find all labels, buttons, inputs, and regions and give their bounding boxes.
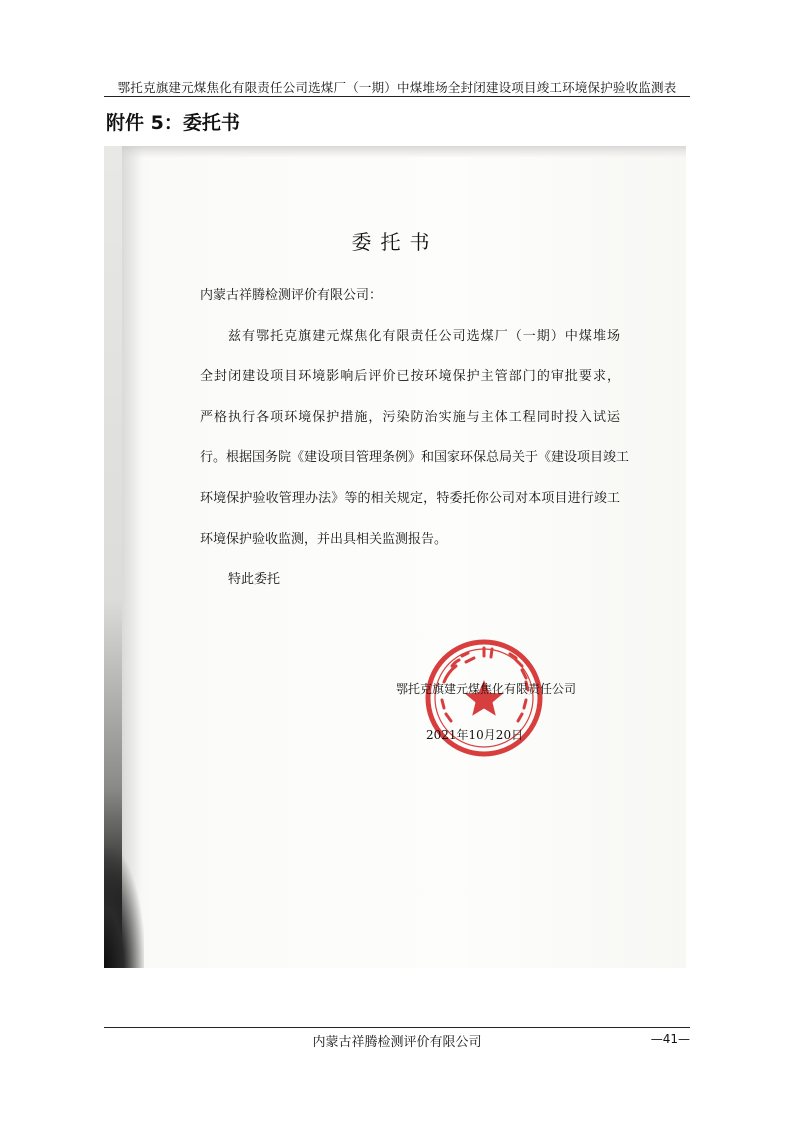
letter-line: 行。根据国务院《建设项目管理条例》和国家环保总局关于《建设项目竣工: [200, 450, 630, 466]
letter-line: 全封闭建设项目环境影响后评价已按环境保护主管部门的审批要求，: [200, 369, 620, 385]
footer-company: 内蒙古祥腾检测评价有限公司: [312, 1035, 482, 1050]
photo-top-shadow: [104, 146, 686, 158]
letter-body: [200, 276, 630, 601]
scanned-letter-photo: [104, 146, 686, 968]
signing-date: 2021年10月20日: [426, 728, 524, 742]
letter-line: 环境保护验收监测，并出具相关监测报告。: [200, 531, 448, 547]
letter-title: 委托书: [351, 230, 439, 254]
letter-closing: 特此委托: [228, 572, 281, 588]
photo-bottom-left-shadow: [104, 848, 144, 968]
section-title: 附件 5：委托书: [106, 112, 240, 134]
page-number: —41—: [650, 1032, 690, 1046]
letter-line: 兹有鄂托克旗建元煤焦化有限责任公司选煤厂（一期）中煤堆场: [228, 328, 620, 344]
photo-left-fade: [122, 146, 142, 968]
running-header: 鄂托克旗建元煤焦化有限责任公司选煤厂（一期）中煤堆场全封闭建设项目竣工环境保护验收监测表: [117, 80, 677, 95]
letter-line: 严格执行各项环境保护措施，污染防治实施与主体工程同时投入试运: [200, 409, 620, 425]
letter-addressee: 内蒙古祥腾检测评价有限公司：: [200, 288, 383, 303]
header-rule: [104, 96, 690, 97]
footer-rule: [104, 1027, 690, 1028]
photo-left-edge: [104, 146, 122, 968]
signatory-company: 鄂托克旗建元煤焦化有限责任公司: [396, 682, 577, 696]
letter-line: 环境保护验收管理办法》等的相关规定，特委托你公司对本项目进行竣工: [200, 490, 620, 506]
